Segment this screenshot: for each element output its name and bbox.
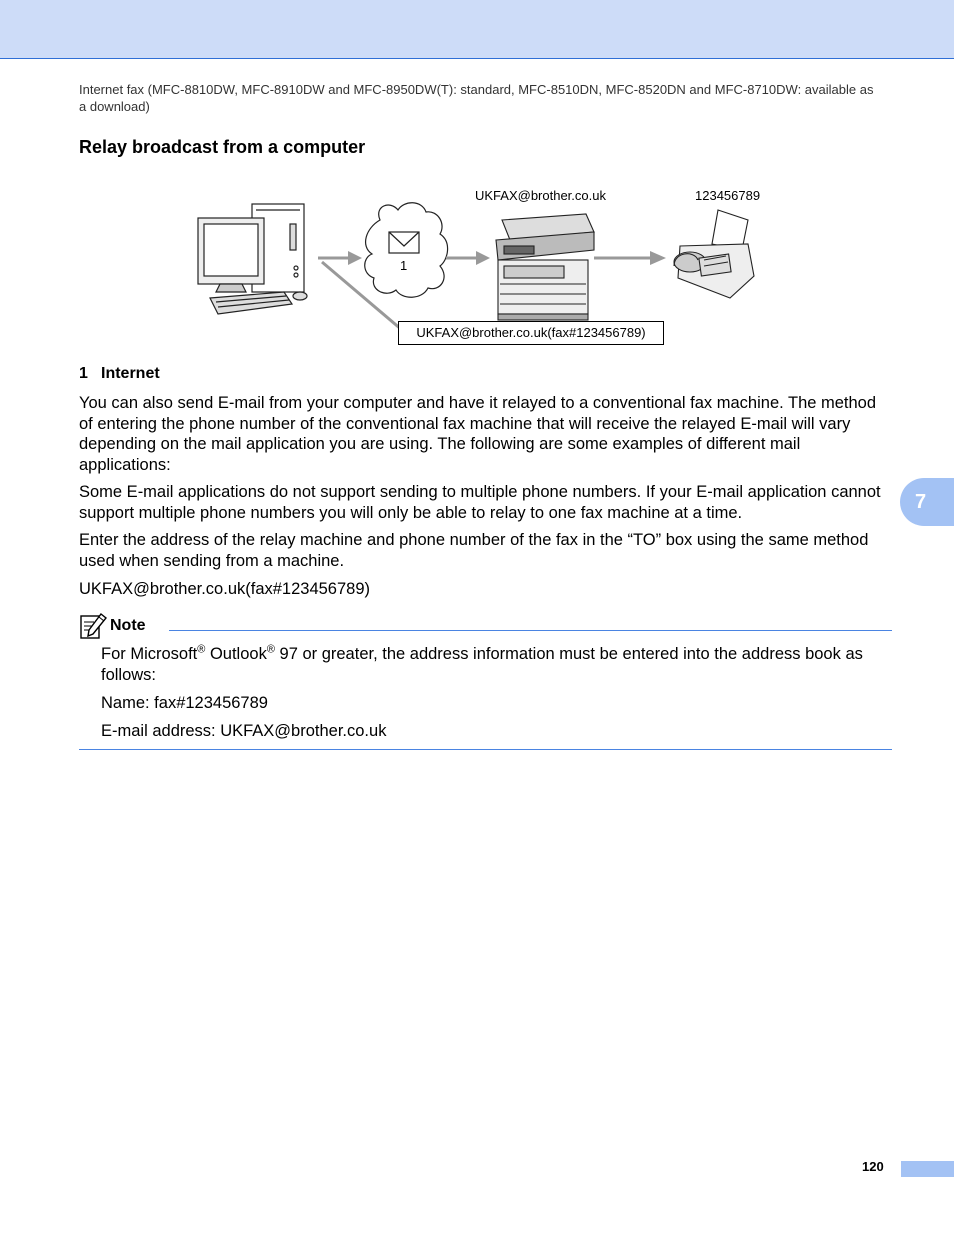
- callout-number: 1: [79, 365, 88, 382]
- note-label: Note: [110, 617, 146, 634]
- note-text-rest: 97 or greater, the address information must be entered into the address book as follows:: [101, 645, 863, 684]
- computer-icon: [198, 204, 307, 314]
- paragraph-example-address: UKFAX@brother.co.uk(fax#123456789): [79, 580, 371, 598]
- chapter-tab: 7: [900, 478, 954, 526]
- paragraph-to-box: Enter the address of the relay machine and phone number of the fax in the “TO” box using the same method used when sending from a machine.: [79, 531, 869, 570]
- note-pencil-icon: [79, 612, 107, 640]
- note-bottom-rule: [79, 749, 892, 750]
- note-top-rule: [169, 630, 892, 631]
- top-header-band: [0, 0, 954, 59]
- envelope-icon: [389, 232, 419, 253]
- paragraph-intro: You can also send E-mail from your computer and have it relayed to a conventional fax machine. The method of entering the phone number of the conventional fax machine that will receive the relayed E-mail will vary depending on the mail application you are using. The following are some examples of different mail applications:: [79, 394, 877, 474]
- arrow-cloud-to-mfc: [446, 251, 490, 265]
- note-email-line: E-mail address: UKFAX@brother.co.uk: [101, 722, 387, 740]
- section-title: Relay broadcast from a computer: [79, 137, 366, 157]
- relay-address-label: UKFAX@brother.co.uk: [475, 188, 606, 203]
- note-box: [79, 612, 892, 752]
- running-header: Internet fax (MFC-8810DW, MFC-8910DW and MFC-8950DW(T): standard, MFC-8510DN, MFC-8520DN and MFC-8710DW: available as a download): [79, 82, 874, 114]
- fax-machine-icon: [674, 210, 754, 298]
- registered-mark: ®: [197, 643, 206, 656]
- note-name-line: Name: fax#123456789: [101, 694, 268, 712]
- page-number: 120: [862, 1159, 884, 1174]
- note-text-outlook: Outlook: [205, 645, 267, 663]
- arrow-mfc-to-fax: [594, 251, 666, 265]
- mfc-printer-icon: [496, 214, 594, 320]
- callout-number-label: 1: [400, 258, 408, 273]
- relay-diagram: [190, 180, 790, 350]
- paragraph-multiple-numbers: Some E-mail applications do not support sending to multiple phone numbers. If your E-mail application cannot support multiple phone numbers you will only be able to relay to one fax machine at a time.: [79, 483, 881, 522]
- note-outlook-text: [101, 644, 891, 685]
- callout-label: Internet: [101, 365, 160, 382]
- fax-number-label: 123456789: [695, 188, 761, 203]
- note-text-microsoft: For Microsoft: [101, 645, 198, 663]
- page-number-band: [901, 1161, 954, 1177]
- callout-heading: [79, 365, 160, 383]
- sent-address-box: UKFAX@brother.co.uk(fax#123456789): [398, 321, 664, 345]
- registered-mark: ®: [266, 643, 275, 656]
